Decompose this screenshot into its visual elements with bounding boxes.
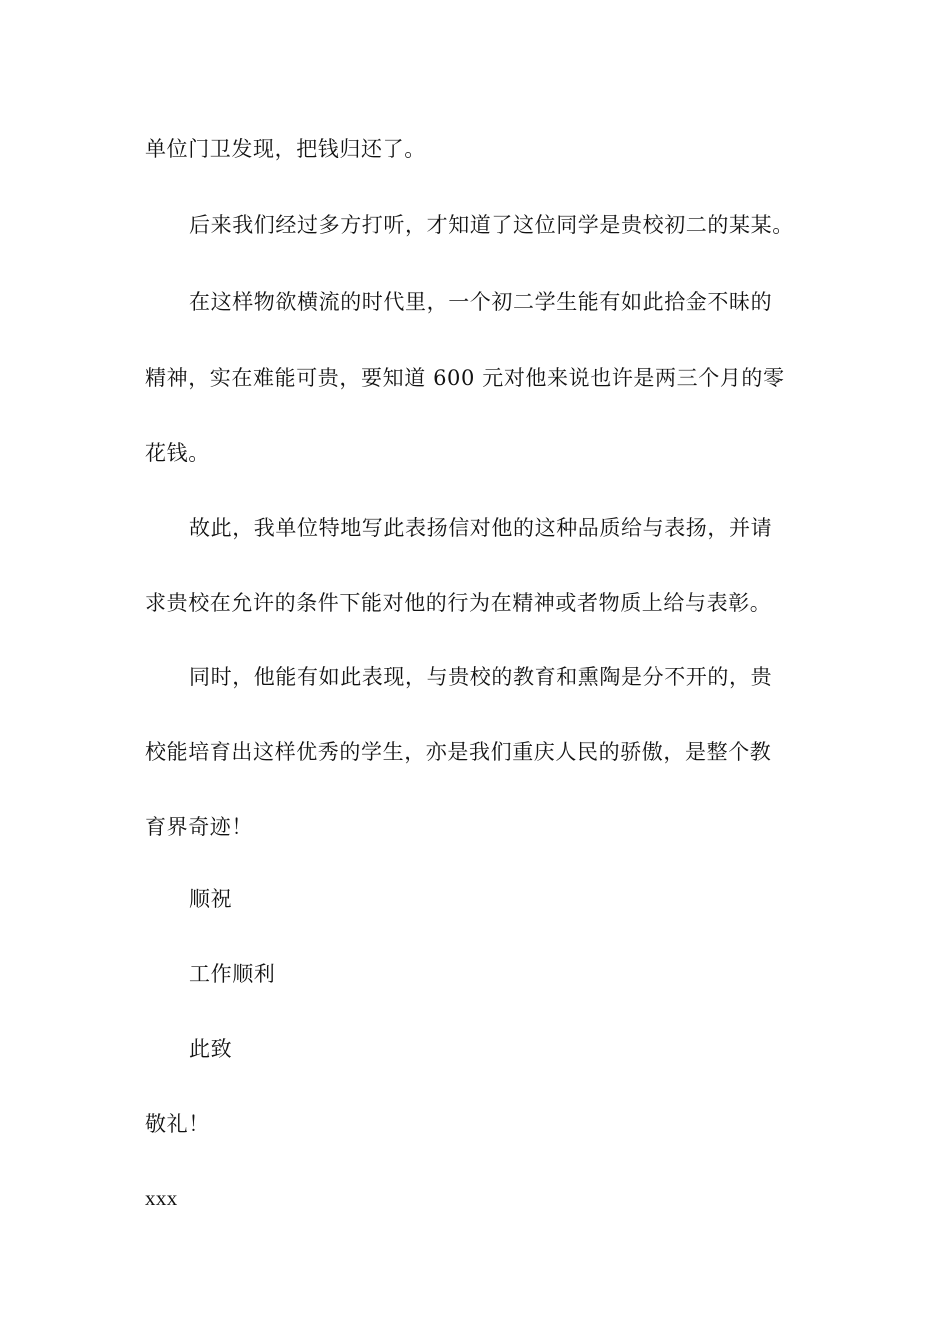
paragraph-3-line-2: 精神，实在难能可贵，要知道 600 元对他来说也许是两三个月的零	[145, 366, 785, 390]
closing-wish-content: 工作顺利	[189, 962, 276, 986]
closing-salute: 敬礼！	[145, 1112, 210, 1136]
closing-formula: 此致	[189, 1037, 233, 1061]
closing-wish: 顺祝	[189, 887, 233, 911]
paragraph-3-line-1: 在这样物欲横流的时代里，一个初二学生能有如此拾金不昧的	[189, 290, 773, 314]
paragraph-2-line-1: 后来我们经过多方打听，才知道了这位同学是贵校初二的某某。	[189, 213, 794, 237]
paragraph-3-line-3: 花钱。	[145, 441, 210, 465]
paragraph-1-line-1: 单位门卫发现，把钱归还了。	[145, 137, 426, 161]
paragraph-4-line-1: 故此，我单位特地写此表扬信对他的这种品质给与表扬，并请	[189, 516, 773, 540]
paragraph-5-line-2: 校能培育出这样优秀的学生，亦是我们重庆人民的骄傲，是整个教	[145, 740, 772, 764]
paragraph-5-line-3: 育界奇迹！	[145, 815, 253, 839]
paragraph-5-line-1: 同时，他能有如此表现，与贵校的教育和熏陶是分不开的，贵	[189, 665, 773, 689]
paragraph-4-line-2: 求贵校在允许的条件下能对他的行为在精神或者物质上给与表彰。	[145, 591, 772, 615]
signature: xxx	[145, 1186, 178, 1210]
